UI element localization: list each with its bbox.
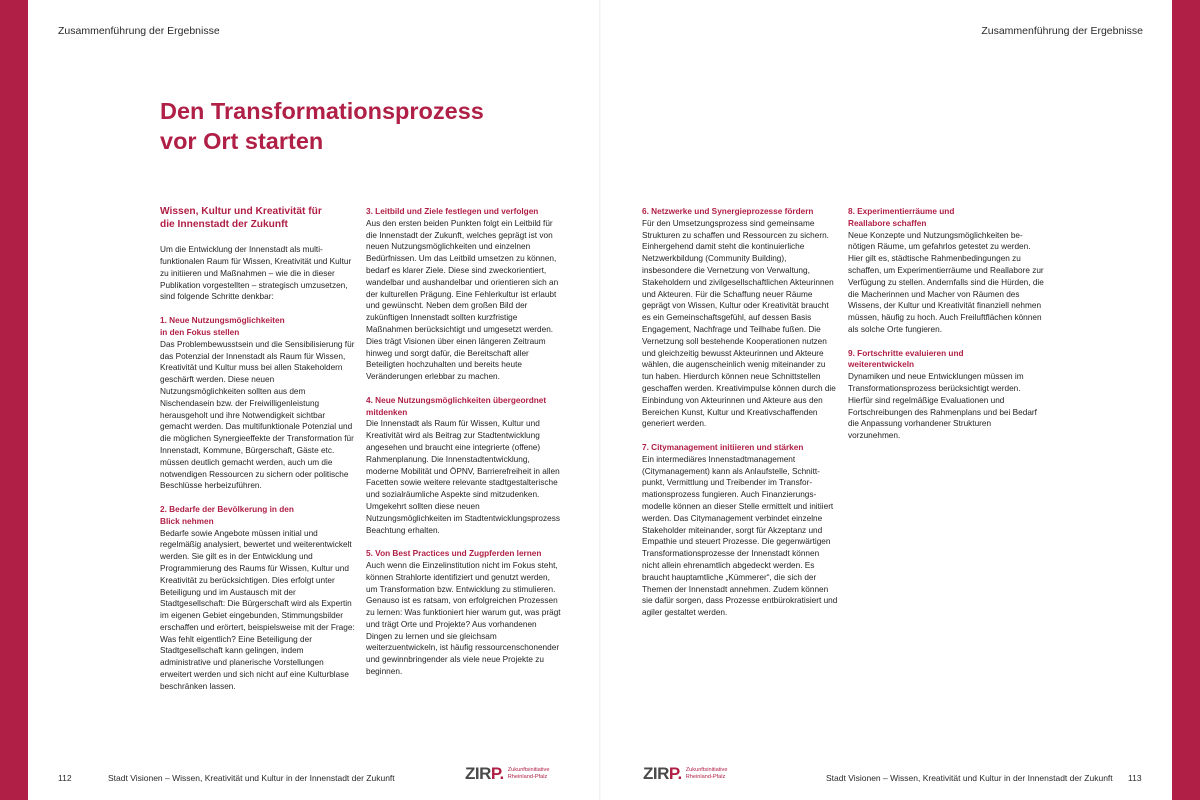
logo-line-2: Rheinland-Pfalz bbox=[507, 774, 548, 780]
step-heading-line-2: Reallabore schaffen bbox=[848, 218, 927, 228]
page-number-right: 113 bbox=[1128, 773, 1142, 783]
step-heading bbox=[366, 395, 562, 419]
step-heading-line-2: mitdenken bbox=[366, 407, 408, 417]
step-3 bbox=[366, 206, 562, 383]
logo-mark-zir: ZIR bbox=[643, 764, 669, 783]
step-6 bbox=[642, 206, 838, 430]
section-subtitle-line-1: Wissen, Kultur und Kreativität für bbox=[160, 206, 322, 217]
step-body: Neue Konzepte und Nutzungsmöglichkeiten benötigen Räume, um gefahrlos getestet zu werden. Hier gilt es, städtische Rahmenbedingungen zu schaffen, um Experimentierräume und Reallabore zur Verfügung zu stellen. Andernfalls sind die Hürden, die die Macherinnen und Macher von Räumen des Wissens, der Kultur und Kreativität finanziell nehmen müssen, häufig zu hoch. Auch Freiluftflächen können als solche Orte fungieren. bbox=[848, 230, 1044, 334]
step-body: Bedarfe sowie Angebote müssen initial und regelmäßig analysiert, bewertet und weiterentwickelt werden. Sie gilt es in der Entwicklung und Programmierung des Raums für Wissen, Kultur und Kreativität zu berücksichtigen. Dies erfolgt unter Beteiligung und im Austausch mit der Stadtgesellschaft: Die Bürgerschaft wird als Expertin im eigenen Gebiet eingebunden, Stimmungsbilder erschaffen und erörtert, beispielsweise mit der Frage: Was fehlt eigentlich? Eine Beteiligung der Stadtgesellschaft kann gelingen, indem administrative und planerische Vorstellungen erweitert werden und sich nicht auf eine Kulturblase beschränken lassen. bbox=[160, 528, 355, 691]
left-accent-bar bbox=[0, 0, 28, 800]
zirp-logo-text bbox=[686, 767, 728, 780]
step-heading bbox=[848, 206, 1044, 230]
running-head-right: Zusammenführung der Ergebnisse bbox=[981, 25, 1143, 37]
step-heading bbox=[642, 442, 838, 454]
text-column-2 bbox=[366, 206, 562, 690]
step-5 bbox=[366, 548, 562, 678]
right-accent-bar bbox=[1172, 0, 1200, 800]
zirp-logo bbox=[643, 764, 727, 784]
logo-line-2: Rheinland-Pfalz bbox=[685, 774, 726, 780]
step-heading-line-1: 1. Neue Nutzungsmöglichkeiten bbox=[160, 316, 285, 326]
step-heading-line-2: Blick nehmen bbox=[160, 516, 214, 526]
step-9 bbox=[848, 348, 1044, 442]
logo-line-1: Zukunftsinitiative bbox=[507, 767, 550, 774]
page-spine bbox=[599, 0, 601, 800]
step-heading-line-1: 5. Von Best Practices und Zugpferden lernen bbox=[366, 549, 542, 559]
text-column-1 bbox=[160, 206, 356, 704]
step-heading bbox=[160, 315, 356, 339]
step-heading-line-2: weiterentwickeln bbox=[848, 360, 915, 370]
text-column-3 bbox=[642, 206, 838, 631]
step-body: Ein intermediäres Innenstadtmanagement (Citymanagement) kann als Anlaufstelle, Schnittpunkt, Vermittlung und Treibender im Transformationsprozess fungieren. Auch Finanzierungsmodelle können an dieser Stelle ermittelt und initiiert werden. Das Citymanagement verbindet einzelne Stakeholder miteinander, sorgt für Akzeptanz und Empathie und steuert Prozesse. Die gegenwärtigen Transformationsprozesse der Innenstadt können nicht allein ehrenamtlich abgedeckt werden. Es braucht hauptamtliche „Kümmerer“, die sich der Themen der Innenstadt annehmen. Zudem können sie dafür sorgen, dass Prozesse entbürokratisiert und agiler gestaltet werden. bbox=[642, 454, 838, 618]
step-body: Für den Umsetzungsprozess sind gemeinsame Strukturen zu schaffen und Ressourcen zu sichern. Einhergehend damit steht die kontinuierliche Netzwerkbildung (Community Building), insbesondere die Vernetzung von Verwaltung, Stakeholdern und zivilgesellschaftlichen Akteurinnen und Akteuren. Für die Schaffung neuer Räume geprägt von Wissen, Kultur oder Kreativität braucht es ein Gemeinschaftsgefühl, auf dessen Basis Engagement, Nachfrage und Teilhabe fußen. Die Vernetzung soll bestehende Kooperationen nutzen und gleichzeitig bewusst Akteurinnen und Akteure wählen, die augenscheinlich wenig miteinander zu tun haben. Hierdurch können neue Schnittstellen geschaffen werden. Kreativimpulse können durch die Einbindung von Akteurinnen und Akteure aus den Bereichen Kunst, Kultur und Kreativschaffenden generiert werden. bbox=[642, 218, 836, 429]
text-column-4 bbox=[848, 206, 1044, 454]
section-subtitle-line-2: die Innenstadt der Zukunft bbox=[160, 218, 288, 230]
step-7 bbox=[642, 442, 838, 619]
step-4 bbox=[366, 395, 562, 537]
page-number-left: 112 bbox=[58, 773, 72, 783]
step-body: Aus den ersten beiden Punkten folgt ein Leitbild für die Innenstadt der Zukunft, welches geprägt ist von neuen Nutzungsmöglichkeiten und einzelnen Bedürfnissen. Um das Leitbild umsetzen zu können, bedarf es klarer Ziele. Diese sind zweckorientiert, wandelbar und aushandelbar und orientieren sich an der kulturellen Prägung. Eine Fehlerkultur ist erlaubt und gewünscht. Neben dem großen Bild der zukünftigen Innenstadt sollten kurzfristige Maßnahmen berücksichtigt und umgesetzt werden. Dies trägt Visionen über einen längeren Zeitraum hinweg und sorgt dafür, die Bereitschaft aller Beteiligten hochzuhalten und bereits heute Veränderungen erlebbar zu machen. bbox=[366, 218, 559, 382]
step-body: Dynamiken und neue Entwicklungen müssen im Transformationsprozess berücksichtigt werden. Hierfür sind regelmäßige Evaluationen und Fortschreibungen des Rahmenplans und bei Bedarf die Anpassung vorhandener Strukturen vorzunehmen. bbox=[848, 372, 1037, 441]
step-heading-line-1: 4. Neue Nutzungsmöglichkeiten übergeordnet bbox=[366, 395, 547, 405]
step-heading-line-2: in den Fokus stellen bbox=[160, 327, 240, 337]
logo-mark-zir: ZIR bbox=[465, 764, 491, 783]
footer-text-right: Stadt Visionen – Wissen, Kreativität und Kultur in der Innenstadt der Zukunft bbox=[826, 773, 1113, 783]
zirp-logo bbox=[465, 764, 549, 784]
logo-mark-p: P. bbox=[490, 764, 504, 783]
running-head-left: Zusammenführung der Ergebnisse bbox=[58, 25, 220, 37]
step-2 bbox=[160, 504, 356, 693]
step-heading-line-1: 9. Fortschritte evaluieren und bbox=[848, 348, 964, 358]
step-heading-line-1: 2. Bedarfe der Bevölkerung in den bbox=[160, 504, 294, 514]
step-body: Auch wenn die Einzelinstitution nicht im Fokus steht, können Strahlorte identifiziert und genutzt werden, um Transformation bzw. Entwicklung zu stimulieren. Genauso ist es ratsam, von erfolgreichen Prozessen zu lernen: Was funktioniert hier warum gut, was prägt und trägt Orte und Projekte? Aus vorhandenen Dingen zu lernen und sie gleichsam weiterzuentwickeln, ist häufig ressourcenschonender und gewinnbringender als viele neue Projekte zu beginnen. bbox=[366, 560, 561, 677]
logo-mark-p: P. bbox=[668, 764, 682, 783]
intro-paragraph: Um die Entwicklung der Innenstadt als multifunktionalen Raum für Wissen, Kreativität und Kultur zu initiieren und Maßnahmen – wie die in dieser Publikation vorgestellten – strategisch umzusetzen, sind folgende Schritte denkbar: bbox=[160, 245, 352, 302]
step-heading bbox=[160, 504, 356, 528]
step-body: Die Innenstadt als Raum für Wissen, Kultur und Kreativität wird als Beitrag zur Stadtentwicklung angesehen und braucht eine integrierte (offene) Rahmenplanung. Die Innenstadtentwicklung, moderne Mobilität und ÖPNV, Barrierefreiheit in allen Facetten sowie weitere relevante stadtgestalterische und sozialräumliche Aspekte sind mitzudenken. Umgekehrt sollten diese neuen Nutzungsmöglichkeiten im Stadtentwicklungsprozess Beachtung erhalten. bbox=[366, 419, 560, 535]
logo-line-1: Zukunftsinitiative bbox=[685, 767, 728, 774]
step-8 bbox=[848, 206, 1044, 336]
step-heading bbox=[366, 548, 562, 560]
step-heading-line-1: 8. Experimentierräume und bbox=[848, 207, 955, 216]
step-heading bbox=[366, 206, 562, 218]
section-subtitle bbox=[160, 206, 356, 231]
footer-text-left: Stadt Visionen – Wissen, Kreativität und Kultur in der Innenstadt der Zukunft bbox=[108, 773, 395, 783]
page-title-line-1: Den Transformationsprozess bbox=[160, 98, 484, 124]
page-title-line-2: vor Ort starten bbox=[160, 128, 324, 154]
step-heading-line-1: 6. Netzwerke und Synergieprozesse fördern bbox=[642, 207, 814, 216]
step-1 bbox=[160, 315, 356, 492]
page-title bbox=[160, 96, 484, 156]
zirp-logo-mark bbox=[643, 764, 682, 784]
zirp-logo-text bbox=[508, 767, 550, 780]
step-body: Das Problembewusstsein und die Sensibilisierung für das Potenzial der Innenstadt als Raum für Wissen, Kreativität und Kultur muss bei allen Stakeholdern geschärft werden. Diese neuen Nutzungsmöglichkeiten sollten aus dem Nischendasein bzw. der Freiwilligenleistung herausgeholt und ihre Notwendigkeit sichtbar gemacht werden. Das multifunktionale Potenzial und die möglichen Synergieeffekte der Transformation für Innenstadt, Kommune, Bürgerschaft, Gäste etc. müssen deutlich gemacht werden, auch um die notwendigen Ressourcen zu sichern oder politische Beschlüsse herbeizuführen. bbox=[160, 339, 355, 491]
zirp-logo-mark bbox=[465, 764, 504, 784]
step-heading bbox=[642, 206, 838, 218]
step-heading bbox=[848, 348, 1044, 372]
step-heading-line-1: 7. Citymanagement initiieren und stärken bbox=[642, 442, 804, 452]
step-heading-line-1: 3. Leitbild und Ziele festlegen und verfolgen bbox=[366, 207, 539, 216]
